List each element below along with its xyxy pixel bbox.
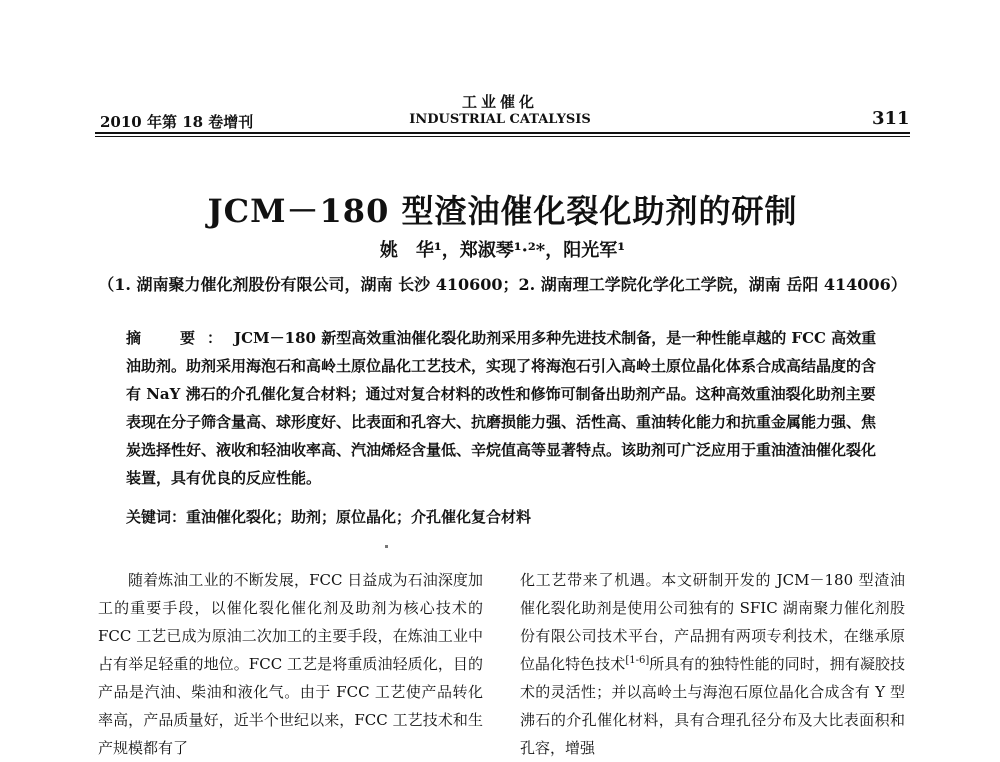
header-rule-thick	[95, 132, 910, 134]
abstract-text: JCM－180 新型高效重油催化裂化助剂采用多种先进技术制备，是一种性能卓越的 FCC 高效重油助剂。助剂采用海泡石和高岭土原位晶化工艺技术，实现了将海泡石引入高岭土原位晶化体系合成高结晶度的含有 NaY 沸石的介孔催化复合材料；通过对复合材料的改性和修饰可制备出助剂产品。这种高效重油裂化助剂主要表现在分子筛含量高、球形度好、比表面和孔容大、抗磨损能力强、活性高、重油转化能力和抗重金属能力强、焦炭选择性好、液收和轻油收率高、汽油烯烃含量低、辛烷值高等显著特点。该助剂可广泛应用于重油渣油催化裂化装置，具有优良的反应性能。	[126, 329, 877, 487]
body-right-column	[520, 566, 905, 762]
journal-issue: 2010 年第 18 卷增刊	[100, 113, 254, 131]
header-rule-thin	[95, 136, 910, 137]
right-column-text-1: 化工艺带来了机遇。本文研制开发的 JCM－180 型渣油催化裂化助剂是使用公司独有的 SFIC 湖南聚力催化剂股份有限公司技术平台，产品拥有两项专利技术，在继承原位晶化特色技术	[520, 571, 905, 673]
body-left-column: 随着炼油工业的不断发展，FCC 日益成为石油深度加工的重要手段，以催化裂化催化剂及助剂为核心技术的 FCC 工艺已成为原油二次加工的主要手段，在炼油工业中占有举足轻重的地位。FCC 工艺是将重质油轻质化，目的产品是汽油、柴油和液化气。由于 FCC 工艺使产品转化率高，产品质量好，近半个世纪以来，FCC 工艺技术和生产规模都有了	[98, 571, 483, 757]
keywords-text: 重油催化裂化；助剂；原位晶化；介孔催化复合材料	[186, 508, 532, 526]
article-affiliations: （1. 湖南聚力催化剂股份有限公司，湖南 长沙 410600；2. 湖南理工学院化学化工学院，湖南 岳阳 414006）	[98, 275, 907, 294]
journal-header	[380, 93, 620, 129]
section-divider-mark	[385, 545, 388, 548]
abstract	[126, 324, 886, 492]
journal-name-en: INDUSTRIAL CATALYSIS	[409, 112, 591, 127]
citation-ref: [1-6]	[625, 655, 650, 666]
abstract-label: 摘 要：	[126, 329, 235, 347]
page-number: 311	[872, 108, 910, 129]
journal-name-cn: 工业催化	[461, 93, 538, 111]
article-authors: 姚 华¹，郑淑琴¹·²*，阳光军¹	[379, 240, 626, 261]
keywords-label: 关键词：	[126, 508, 187, 526]
keywords	[126, 506, 886, 527]
right-column-text-2: 所具有的独特性能的同时，拥有凝胶技术的灵活性；并以高岭土与海泡石原位晶化合成含有 Y 型沸石的介孔催化材料，具有合理孔径分布及大比表面积和孔容，增强	[520, 655, 905, 757]
article-title: JCM－180 型渣油催化裂化助剂的研制	[207, 192, 798, 230]
